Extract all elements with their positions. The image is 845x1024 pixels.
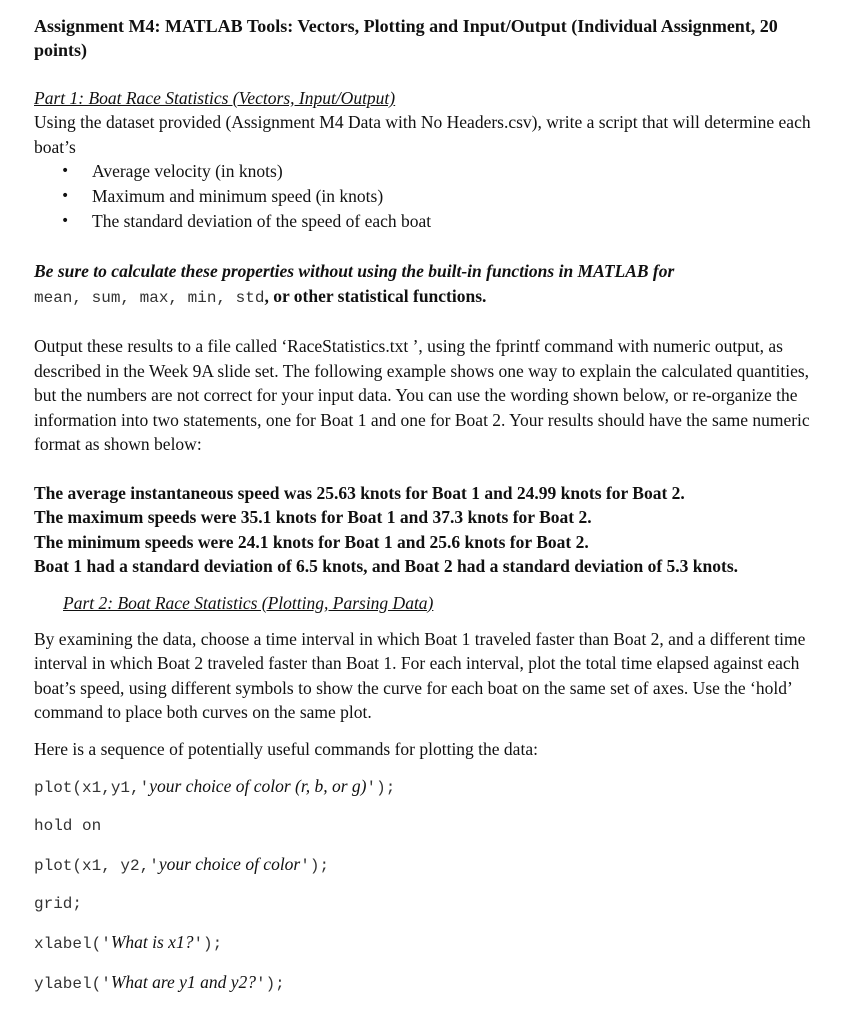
result-line: Boat 1 had a standard deviation of 6.5 knots, and Boat 2 had a standard deviation of 5.3 knots.: [34, 556, 739, 576]
example-results: [34, 481, 824, 579]
code-text: hold on: [34, 817, 102, 835]
output-instructions: Output these results to a file called ‘RaceStatistics.txt ’, using the fprintf command with numeric output, as described in the Week 9A slide set. The following example shows one way to explain the calculated quantities, but the numbers are not correct for your input data. You can use the wording shown below, or re-organize the information into two statements, one for Boat 1 and one for Boat 2. Your results should have the same numeric format as shown below:: [34, 336, 810, 454]
note-italic-text: Be sure to calculate these properties without using the built-in functions in MATLAB for: [34, 261, 675, 281]
code-text: ');: [300, 857, 330, 875]
code-line: [34, 814, 824, 839]
code-placeholder: What is x1?: [110, 932, 194, 952]
builtin-functions-note: [34, 259, 824, 310]
code-line: [34, 892, 824, 917]
code-placeholder: What are y1 and y2?: [110, 972, 256, 992]
code-text: grid;: [34, 895, 83, 913]
code-text: ');: [366, 779, 396, 797]
result-line: The average instantaneous speed was 25.63 knots for Boat 1 and 24.99 knots for Boat 2.: [34, 482, 685, 503]
part1-intro: Using the dataset provided (Assignment M4 Data with No Headers.csv), write a script that will determine each boat’s: [34, 112, 811, 157]
bullet-item: • Average velocity (in knots): [34, 159, 824, 184]
code-text: plot(x1,y1,': [34, 779, 150, 797]
code-line: [34, 930, 824, 957]
code-line: [34, 774, 824, 801]
bullet-item: • The standard deviation of the speed of each boat: [34, 209, 824, 234]
code-text: xlabel(': [34, 935, 111, 953]
code-placeholder: your choice of color: [158, 854, 301, 874]
part2-heading: Part 2: Boat Race Statistics (Plotting, Parsing Data): [63, 592, 434, 613]
assignment-document: [34, 14, 824, 997]
code-placeholder: your choice of color (r, b, or g): [149, 776, 367, 796]
command-sequence-intro: Here is a sequence of potentially useful commands for plotting the data:: [34, 738, 538, 759]
code-line: [34, 970, 824, 997]
note-tail-text: , or other statistical functions.: [264, 285, 487, 306]
result-line: The minimum speeds were 24.1 knots for Boat 1 and 25.6 knots for Boat 2.: [34, 531, 589, 552]
result-line: The maximum speeds were 35.1 knots for Boat 1 and 37.3 knots for Boat 2.: [34, 507, 592, 527]
note-function-list: mean, sum, max, min, std: [34, 288, 265, 307]
part2-instructions: By examining the data, choose a time interval in which Boat 1 traveled faster than Boat 2, and a different time interval in which Boat 2 traveled faster than Boat 1. For each interval, plot the total time elapsed against each boat’s speed, using different symbols to show the curve for each boat on the same set of axes. Use the ‘hold’ command to place both curves on the same plot.: [34, 628, 806, 722]
code-line: [34, 852, 824, 879]
code-text: plot(x1, y2,': [34, 857, 159, 875]
code-text: ');: [193, 935, 223, 953]
part1-heading: Part 1: Boat Race Statistics (Vectors, Input/Output): [34, 88, 396, 108]
code-text: ');: [255, 975, 285, 993]
bullet-item: • Maximum and minimum speed (in knots): [34, 184, 824, 209]
document-title: Assignment M4: MATLAB Tools: Vectors, Plotting and Input/Output (Individual Assignment, 20 points): [34, 16, 778, 60]
part1-bullet-list: [34, 159, 824, 234]
code-text: ylabel(': [34, 975, 111, 993]
code-block: [34, 774, 824, 997]
